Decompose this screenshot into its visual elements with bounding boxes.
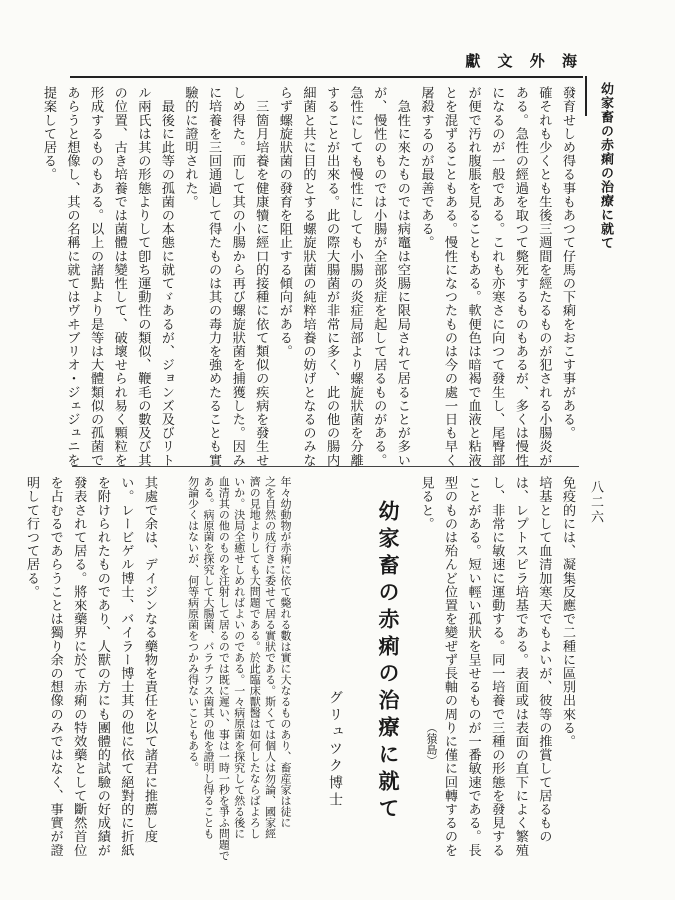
header-rule xyxy=(70,76,583,78)
translator-note: （猿島） xyxy=(425,722,438,766)
article-intro: 年々幼動物が赤痢に依て斃れる數は實に大なるものあり、畜産家は徒に 之を自然の成行きに委せて居る實狀である。斯くては個人は勿論、國家經 濟の見地よりしても大問題である。於此臨床獸醫は如何したならばよろし いか。決局全癒せしめればよいのである。一々病原菌を探究して然る後に 血清其の他のものを注射して居るのでは既に遲い、事は一時一秒を爭ふ問題で ある。病原菌を探究して大腸菌、パラチフス菌其の他を證明し得ることも 勿論少くはないが、何等病原菌をつかみ得ないこともある。 xyxy=(186,476,292,861)
running-head: 獻 文 外 海 xyxy=(465,52,583,70)
margin-rule xyxy=(585,76,587,116)
upper-body-text: 發育せしめ得る事もあつて仔馬の下痢をおこす事がある。 確それも少くとも生後三週間を經たるものが犯される小腸炎が ある。急性の經過を取つて斃死するものもあるが、多くは慢性 になるのが一般である。これも亦寒さに向つて發生し、尾臀部 が便で汚れ腹脹を見ることもある。軟便色は暗褐で血液と粘液 とを混ずることもある。慢性になつたものは今の處一日も早く 屠殺するのが最善である。 急性に來たものでは病竈は空腸に限局されて居ることが多い が、慢性のものでは小腸が全部炎症を起して居るものがある。 急性にしても慢性にしても小腸の炎症局部より螺旋狀菌を分離 することが出來る。此の際大腸菌が非常に多く、此の他の腸内 細菌と共に目的とする螺旋狀菌の純粹培養の妨げとなるのみな らず螺旋狀菌の發育を阻止する傾向がある。 三箇月培養を健康犢に經口的接種に依て類似の疾病を發生せ しめ得た。而して其の小腸から再び螺旋狀菌を捕獲した。因み に培養を三回通過して得たものは其の毒力を強めたることも實 驗的に證明された。 最後に此等の孤菌の本態に就てゞあるが、ジョンズ及びリト ル兩氏は其の形態よりして卽ち運動性の類似、鞭毛の數及び其 の位置、古き培養では菌體は變性して、破壞せられ易く顆粒を 形成するものもある。以上の諸點より是等は大體類似の孤菌で あらうと想像し、其の名稱に就てはヴヰブリオ・ジェジュニを 提案して居る。 xyxy=(40,86,575,467)
article-title: 幼家畜の赤痢の治療に就て xyxy=(376,500,401,824)
article-author: グリュツク博士 xyxy=(327,690,343,809)
margin-header: 幼家畜の赤痢の治療に就て xyxy=(598,82,613,250)
section-divider xyxy=(72,466,579,467)
article-body-text: 其處で余は、デイジンなる藥物を責任を以て諸君に推薦し度 い。レービゲル博士、バイラー博士其の他に依て絕對的に折紙 を附けられたものであり、人獸の方にも團體的試驗の好成績が 發表されて居る。將來藥界に於て赤痢の特效藥として斷然首位 を占むるであらうことは獨り余の想像のみではなく、事實が證 明して行つて居る。 xyxy=(24,476,157,857)
page-number: 八二六 xyxy=(588,480,603,525)
continued-article-text: 免疫的には、凝集反應で二種に區別出來る。 培基として血清加寒天でもよいが、彼等の推賞して居るもの は、レプトスピラ培基である。表面或は表面の直下によく繁殖 し、非常に敏速に運動する。同一培養で三種の形態を發見する ことがある。短い輕い孤狀を呈せるものが一番敏速である。長 型のものは殆んど位置を變ぜず長軸の周りに僅に回轉するのを 見ると。 xyxy=(418,476,575,857)
